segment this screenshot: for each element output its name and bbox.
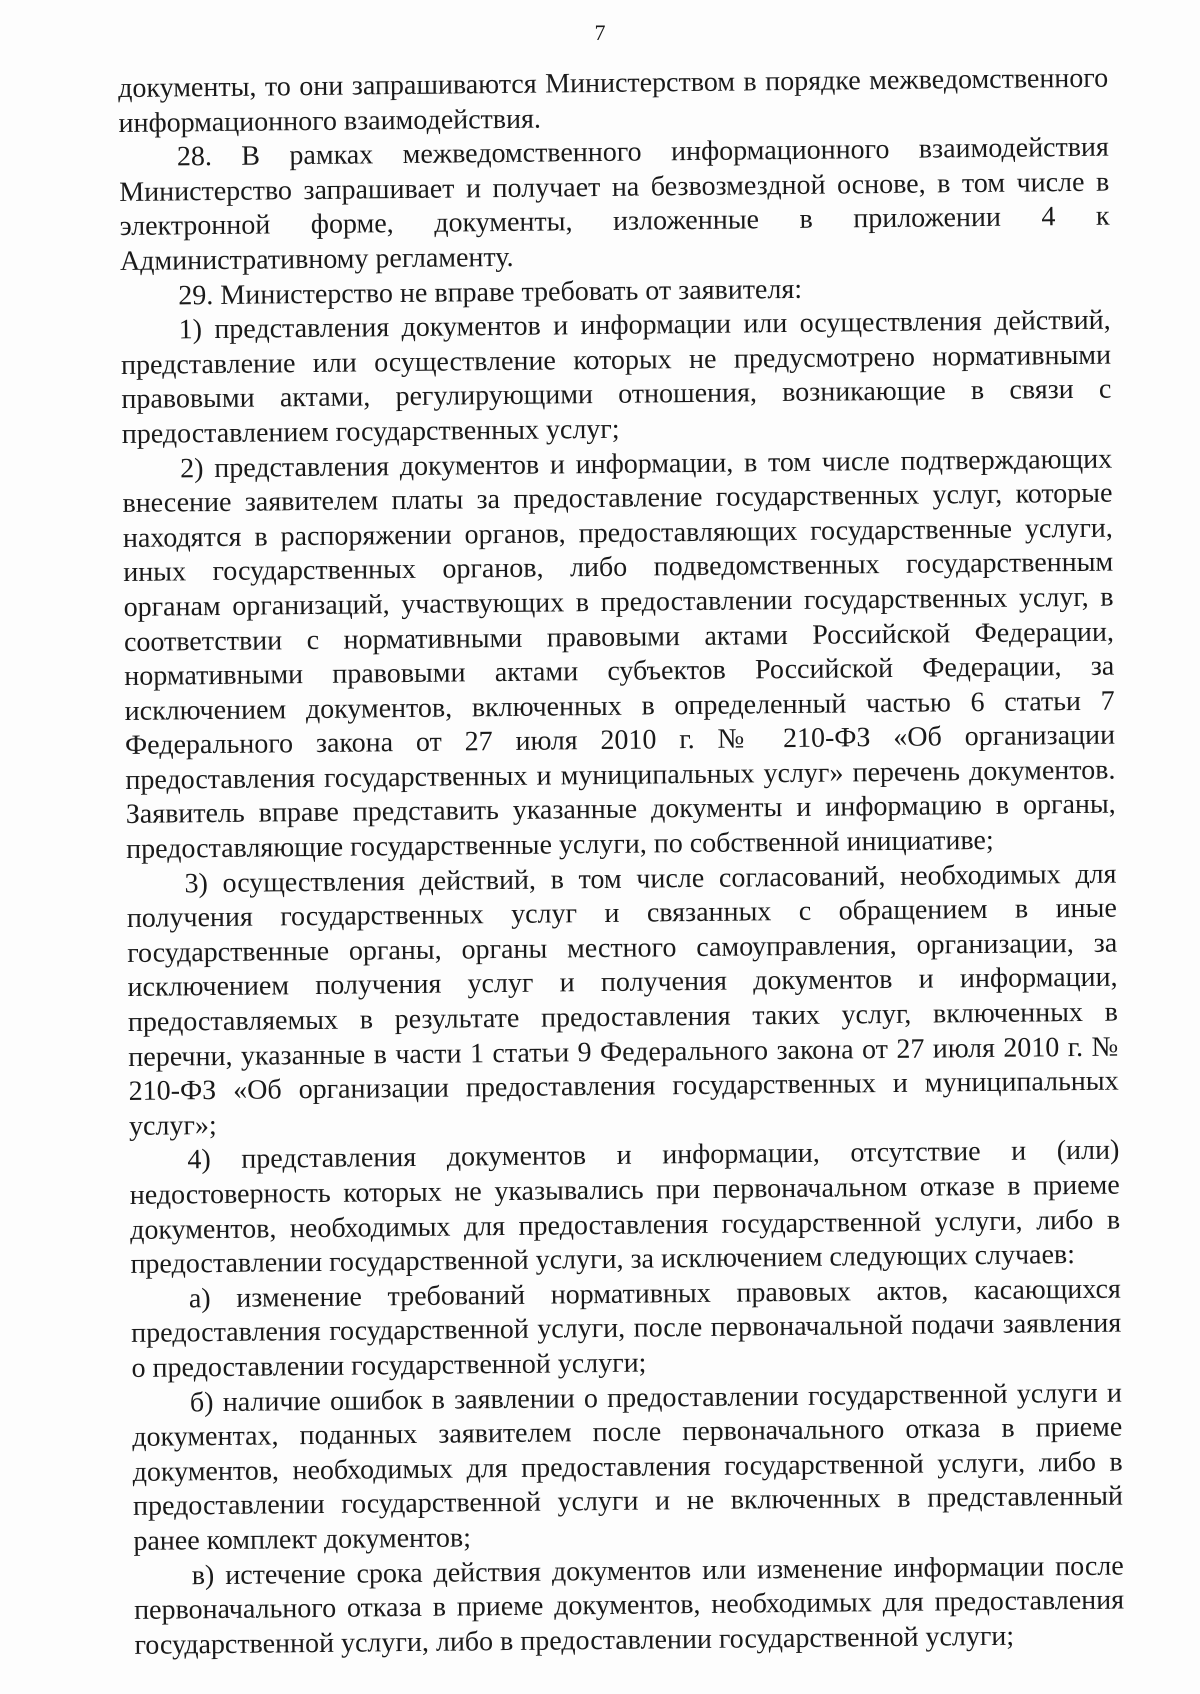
subitem-4b: б) наличие ошибок в заявлении о предоставлении государственной услуги и документах, поданных заявителем после первоначального отказа в приеме документов, необходимых для предоставления государственной услуги, либо в предоставлении государственной услуги и не включенных в представленный ранее комплект документов; — [132, 1377, 1124, 1557]
subitem-4v: в) истечение срока действия документов или изменение информации после первоначального отказа в приеме документов, необходимых для предоставления государственной услуги, либо в предоставлении государственной услуги; — [133, 1550, 1125, 1661]
subitem-3: 3) осуществления действий, в том числе согласований, необходимых для получения государственных услуг и связанных с обращением в иные государственные органы, органы местного самоуправления, организации, за исключением получения услуг и получения документов и информации, предоставляемых в результате предоставления таких услуг, включенных в перечни, указанные в части 1 статьи 9 Федерального закона от 27 июля 2010 г. № 210-ФЗ «Об организации предоставления государственных и муниципальных услуг»; — [126, 858, 1119, 1142]
paragraph-continuation: документы, то они запрашиваются Министерством в порядке межведомственного информационного взаимодействия. — [118, 62, 1109, 139]
subitem-2: 2) представления документов и информации, в том числе подтверждающих внесение заявителем платы за предоставление государственных услуг, которые находятся в распоряжении органов, предоставляющих государственные услуги, иных государственных органов, либо подведомственных государственным органам организаций, участвующих в предоставлении государственных услуг, в соответствии с нормативными правовыми актами Российской Федерации, нормативными правовыми актами субъектов Российской Федерации, за исключением документов, включенных в определенный частью 6 статьи 7 Федерального закона от 27 июля 2010 г. № 210-ФЗ «Об организации предоставления государственных и муниципальных услуг» перечень документов. Заявитель вправе представить указанные документы и информацию в органы, предоставляющие государственные услуги, по собственной инициативе; — [122, 443, 1116, 866]
subitem-4a: а) изменение требований нормативных правовых актов, касающихся предоставления государственной услуги, после первоначальной подачи заявления о предоставлении государственной услуги; — [131, 1273, 1122, 1384]
paragraph-item-29: 29. Министерство не вправе требовать от заявителя: — [178, 273, 803, 311]
document-body — [118, 62, 1125, 1664]
paragraph-item-28: 28. В рамках межведомственного информационного взаимодействия Министерство запрашивает и получает на безвозмездной основе, в том числе в электронной форме, документы, изложенные в приложении 4 к Административному регламенту. — [119, 131, 1110, 277]
subitem-4: 4) представления документов и информации, отсутствие и (или) недостоверность которых не указывались при первоначальном отказе в приеме документов, необходимых для предоставления государственной услуги, либо в предоставлении государственной услуги, за исключением следующих случаев: — [129, 1134, 1121, 1281]
page-number: 7 — [594, 20, 606, 45]
subitem-1: 1) представления документов и информации или осуществления действий, представление или осуществление которых не предусмотрено нормативными правовыми актами, регулирующими отношения, возникающие в связи с предоставлением государственных услуг; — [120, 304, 1112, 450]
